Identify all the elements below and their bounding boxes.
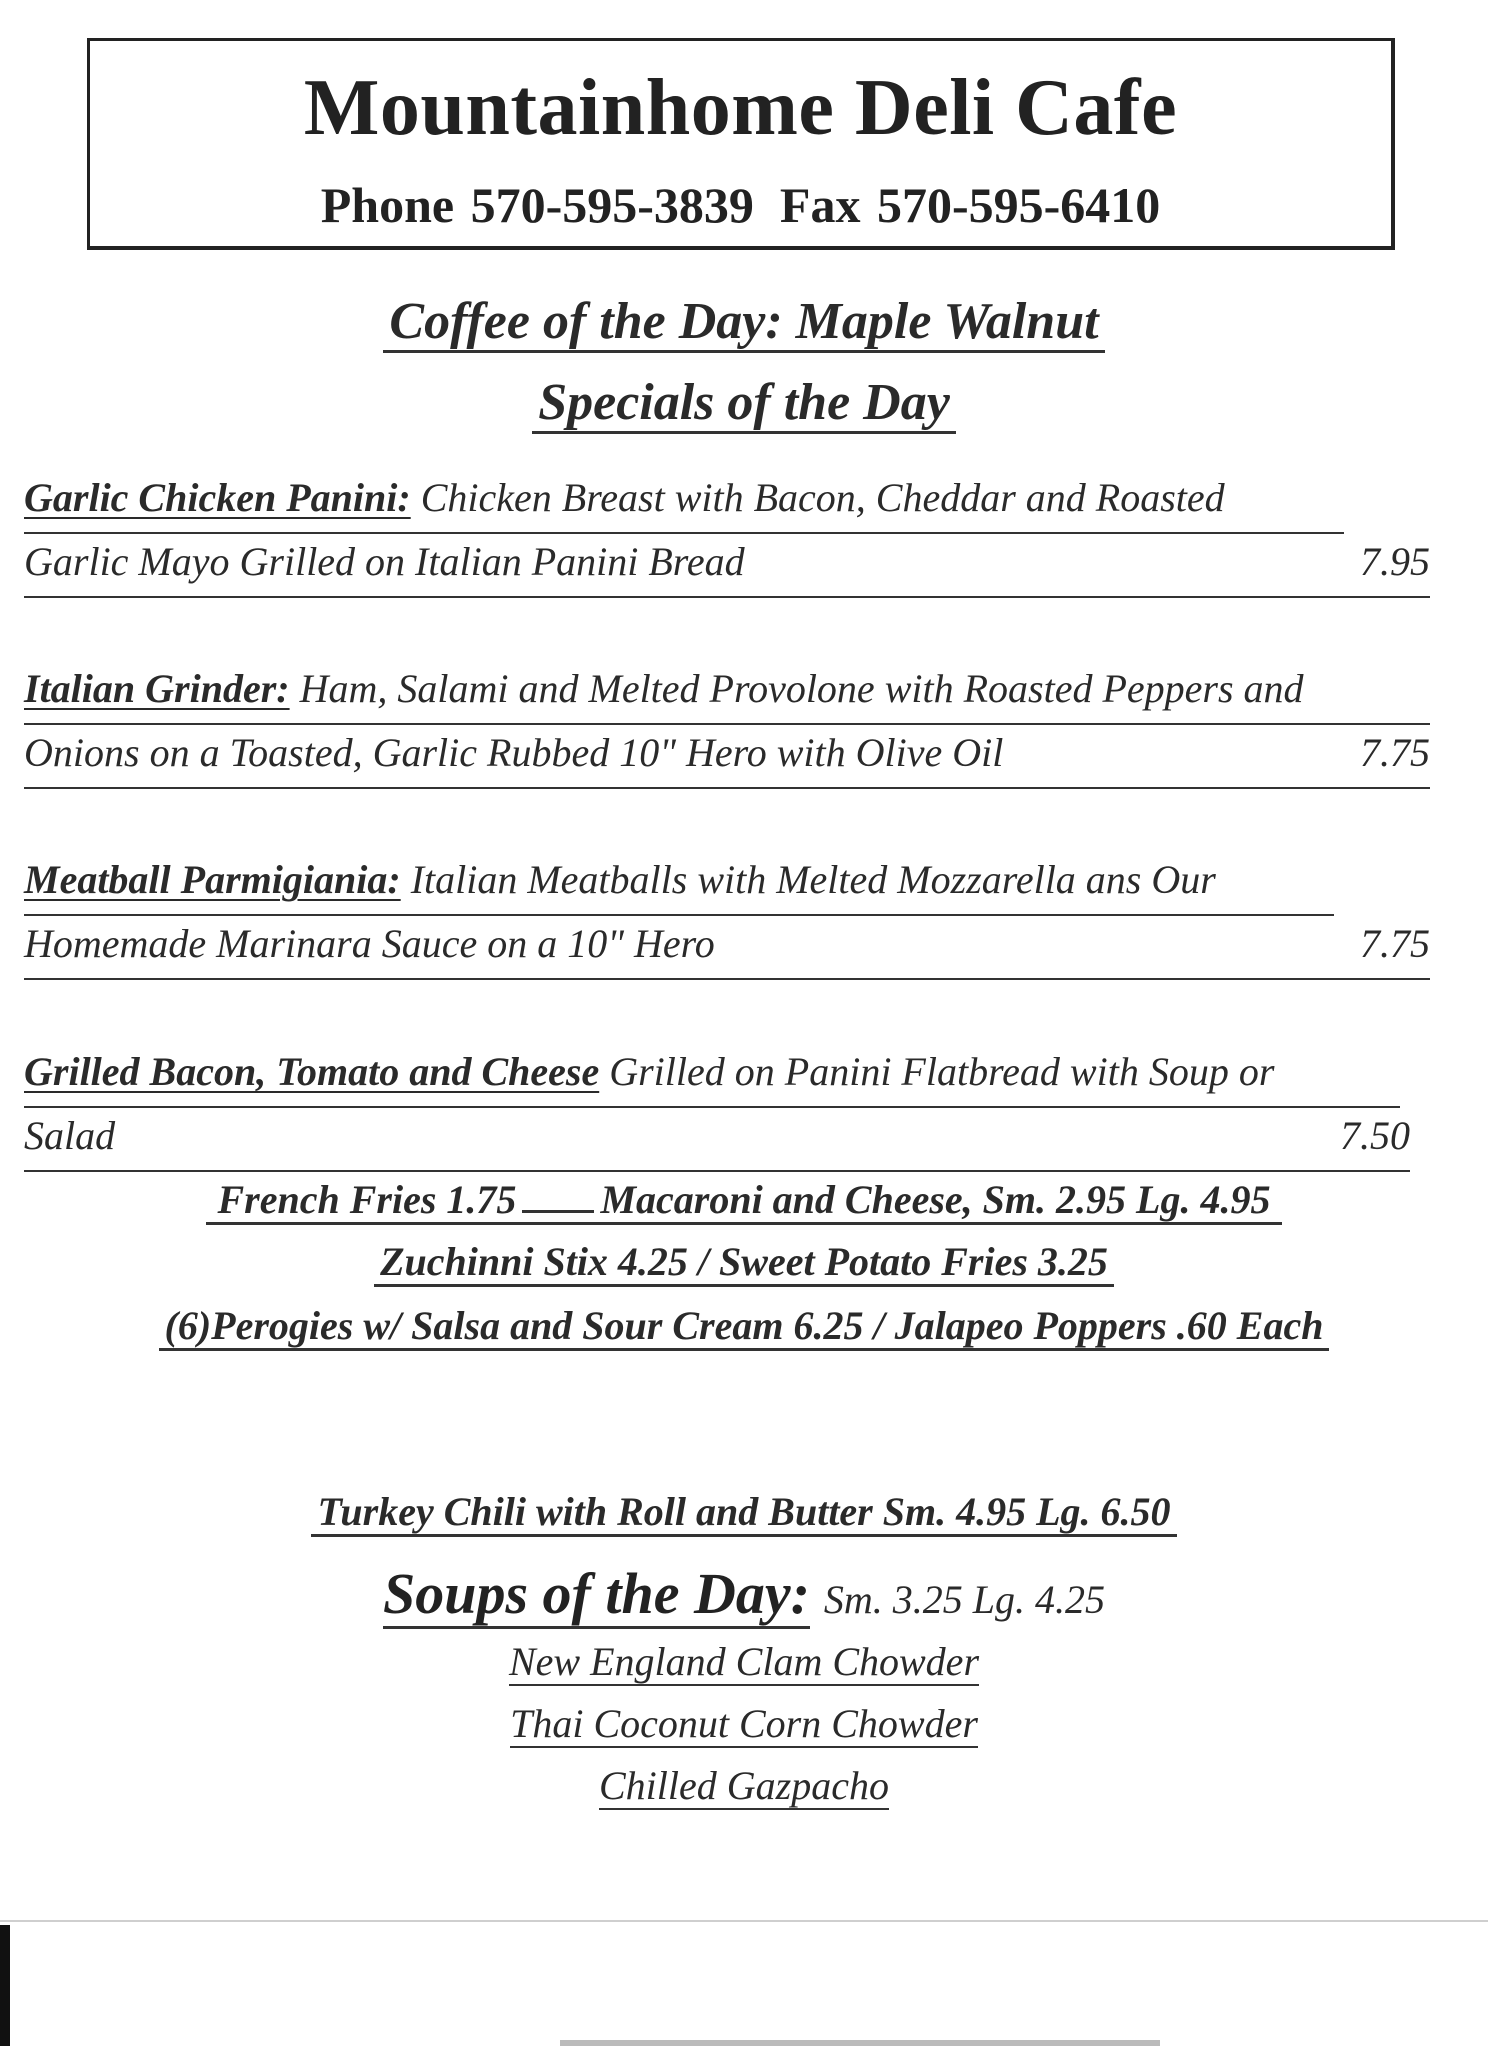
mac-cheese-item: Macaroni and Cheese, Sm. 2.95 Lg. 4.95 bbox=[594, 1177, 1276, 1225]
special-price: 7.50 bbox=[1340, 1113, 1410, 1158]
sides-line bbox=[0, 1176, 1488, 1223]
special-description: Homemade Marinara Sauce on a 10" Hero bbox=[24, 921, 715, 966]
sides-line: Zuchinni Stix 4.25 / Sweet Potato Fries 3.25 bbox=[0, 1238, 1488, 1285]
special-item bbox=[24, 852, 1430, 980]
special-description: Onions on a Toasted, Garlic Rubbed 10" Hero with Olive Oil bbox=[24, 730, 1004, 775]
chili-item: Turkey Chili with Roll and Butter Sm. 4.95 Lg. 6.50 bbox=[0, 1488, 1488, 1535]
special-item bbox=[24, 661, 1430, 789]
coffee-of-the-day: Coffee of the Day: Maple Walnut bbox=[0, 292, 1488, 351]
special-name: Italian Grinder: bbox=[24, 666, 290, 711]
special-item bbox=[24, 1044, 1410, 1172]
special-line bbox=[24, 661, 1430, 725]
special-line bbox=[24, 470, 1344, 534]
french-fries-item: French Fries 1.75 bbox=[212, 1177, 523, 1225]
soups-title: Soups of the Day: bbox=[383, 1561, 810, 1629]
header-box bbox=[87, 38, 1395, 250]
special-line bbox=[24, 852, 1334, 916]
fax-number: Fax 570-595-6410 bbox=[779, 177, 1161, 233]
special-description: Salad bbox=[24, 1113, 116, 1158]
special-name: Meatball Parmigiania: bbox=[24, 857, 401, 902]
cafe-name: Mountainhome Deli Cafe bbox=[303, 64, 1178, 152]
special-price: 7.75 bbox=[1360, 921, 1430, 966]
special-description: Italian Meatballs with Melted Mozzarella ans Our bbox=[400, 857, 1216, 902]
special-name: Garlic Chicken Panini: bbox=[24, 475, 411, 520]
special-name: Grilled Bacon, Tomato and Cheese bbox=[24, 1049, 600, 1094]
special-description: Ham, Salami and Melted Provolone with Roasted Peppers and bbox=[289, 666, 1304, 711]
scan-divider bbox=[0, 1920, 1488, 1922]
soup-item: Thai Coconut Corn Chowder bbox=[510, 1701, 978, 1746]
scan-artifact bbox=[560, 2040, 1160, 2046]
special-line bbox=[24, 1108, 1410, 1172]
special-item bbox=[24, 470, 1430, 598]
soups-header bbox=[0, 1560, 1488, 1627]
special-price: 7.75 bbox=[1360, 730, 1430, 775]
special-description: Chicken Breast with Bacon, Cheddar and Roasted bbox=[410, 475, 1225, 520]
special-price: 7.95 bbox=[1360, 539, 1430, 584]
special-line bbox=[24, 534, 1430, 598]
special-line bbox=[24, 916, 1430, 980]
special-description: Grilled on Panini Flatbread with Soup or bbox=[599, 1049, 1275, 1094]
specials-title: Specials of the Day bbox=[0, 373, 1488, 432]
scan-edge bbox=[0, 1925, 10, 2046]
soup-item: Chilled Gazpacho bbox=[599, 1763, 889, 1808]
special-description: Garlic Mayo Grilled on Italian Panini Bread bbox=[24, 539, 745, 584]
special-line bbox=[24, 725, 1430, 789]
special-line bbox=[24, 1044, 1400, 1108]
sides-line: (6)Perogies w/ Salsa and Sour Cream 6.25 / Jalapeo Poppers .60 Each bbox=[0, 1302, 1488, 1349]
soups-price: Sm. 3.25 Lg. 4.25 bbox=[823, 1577, 1106, 1622]
soup-item: New England Clam Chowder bbox=[508, 1639, 980, 1684]
phone-number: Phone 570-595-3839 bbox=[320, 177, 754, 233]
contact-line bbox=[90, 176, 1391, 234]
